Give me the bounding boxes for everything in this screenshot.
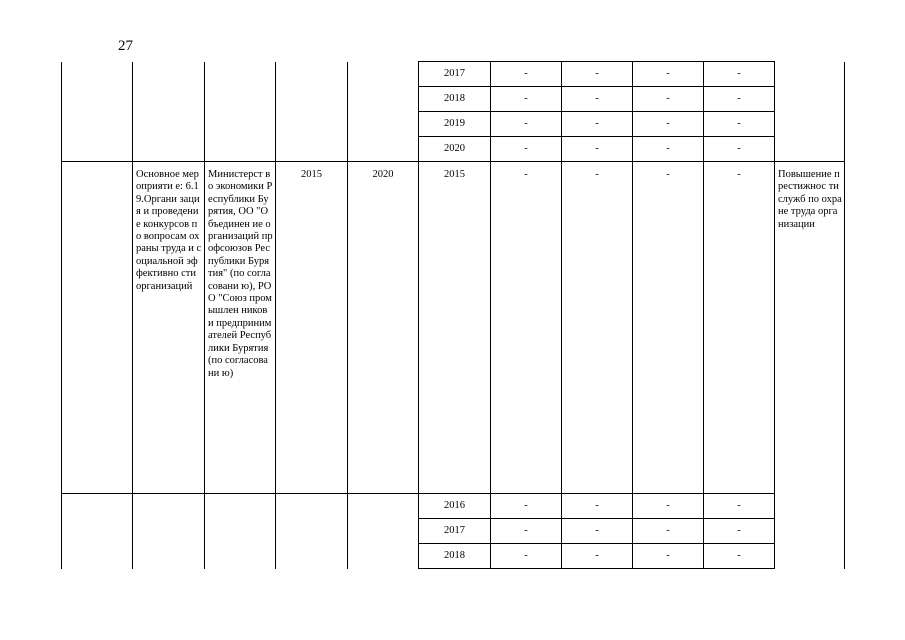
table-row <box>62 494 845 519</box>
value-cell: - <box>562 87 633 112</box>
value-cell: - <box>562 519 633 544</box>
year-cell: 2017 <box>419 519 491 544</box>
value-cell: - <box>633 137 704 162</box>
activity-cell: Основное мероприяти е: 6.19.Органи зация и проведение конкурсов по вопросам охраны труда и социальной эффективно сти организаций <box>133 162 205 494</box>
value-cell: - <box>704 137 775 162</box>
year-cell: 2015 <box>419 162 491 494</box>
value-cell: - <box>704 62 775 87</box>
value-cell: - <box>491 112 562 137</box>
empty-cell <box>62 162 133 494</box>
empty-cell <box>133 494 205 569</box>
value-cell: - <box>704 494 775 519</box>
empty-cell <box>62 62 133 162</box>
value-cell: - <box>633 87 704 112</box>
empty-cell <box>775 62 845 162</box>
value-cell: - <box>633 519 704 544</box>
program-table <box>61 61 845 569</box>
value-cell: - <box>633 62 704 87</box>
empty-cell <box>276 62 348 162</box>
value-cell: - <box>491 162 562 494</box>
value-cell: - <box>704 519 775 544</box>
value-cell: - <box>633 494 704 519</box>
result-cell: Повышение престижнос ти служб по охране труда организации <box>775 162 845 569</box>
start-year-cell: 2015 <box>276 162 348 494</box>
value-cell: - <box>704 544 775 569</box>
table-row <box>62 162 845 494</box>
value-cell: - <box>633 112 704 137</box>
value-cell: - <box>562 62 633 87</box>
value-cell: - <box>704 87 775 112</box>
empty-cell <box>62 494 133 569</box>
value-cell: - <box>562 162 633 494</box>
year-cell: 2016 <box>419 494 491 519</box>
value-cell: - <box>491 519 562 544</box>
value-cell: - <box>562 494 633 519</box>
value-cell: - <box>491 494 562 519</box>
value-cell: - <box>491 62 562 87</box>
value-cell: - <box>491 544 562 569</box>
year-cell: 2017 <box>419 62 491 87</box>
table-row <box>62 62 845 87</box>
value-cell: - <box>562 137 633 162</box>
value-cell: - <box>704 162 775 494</box>
end-year-cell: 2020 <box>348 162 419 494</box>
empty-cell <box>348 494 419 569</box>
year-cell: 2020 <box>419 137 491 162</box>
page-number: 27 <box>118 38 133 54</box>
empty-cell <box>205 62 276 162</box>
value-cell: - <box>633 162 704 494</box>
value-cell: - <box>704 112 775 137</box>
year-cell: 2019 <box>419 112 491 137</box>
empty-cell <box>276 494 348 569</box>
value-cell: - <box>562 112 633 137</box>
value-cell: - <box>562 544 633 569</box>
empty-cell <box>205 494 276 569</box>
executor-cell: Министерст во экономики Республики Бурятия, ОО "Объединен ие организаций профсоюзов Республики Бурятия" (по согласовани ю), РОО "Союз промышлен ников и предприним ателей Республики Бурятия (по согласовани ю) <box>205 162 276 494</box>
year-cell: 2018 <box>419 87 491 112</box>
value-cell: - <box>491 137 562 162</box>
value-cell: - <box>633 544 704 569</box>
empty-cell <box>348 62 419 162</box>
year-cell: 2018 <box>419 544 491 569</box>
value-cell: - <box>491 87 562 112</box>
empty-cell <box>133 62 205 162</box>
